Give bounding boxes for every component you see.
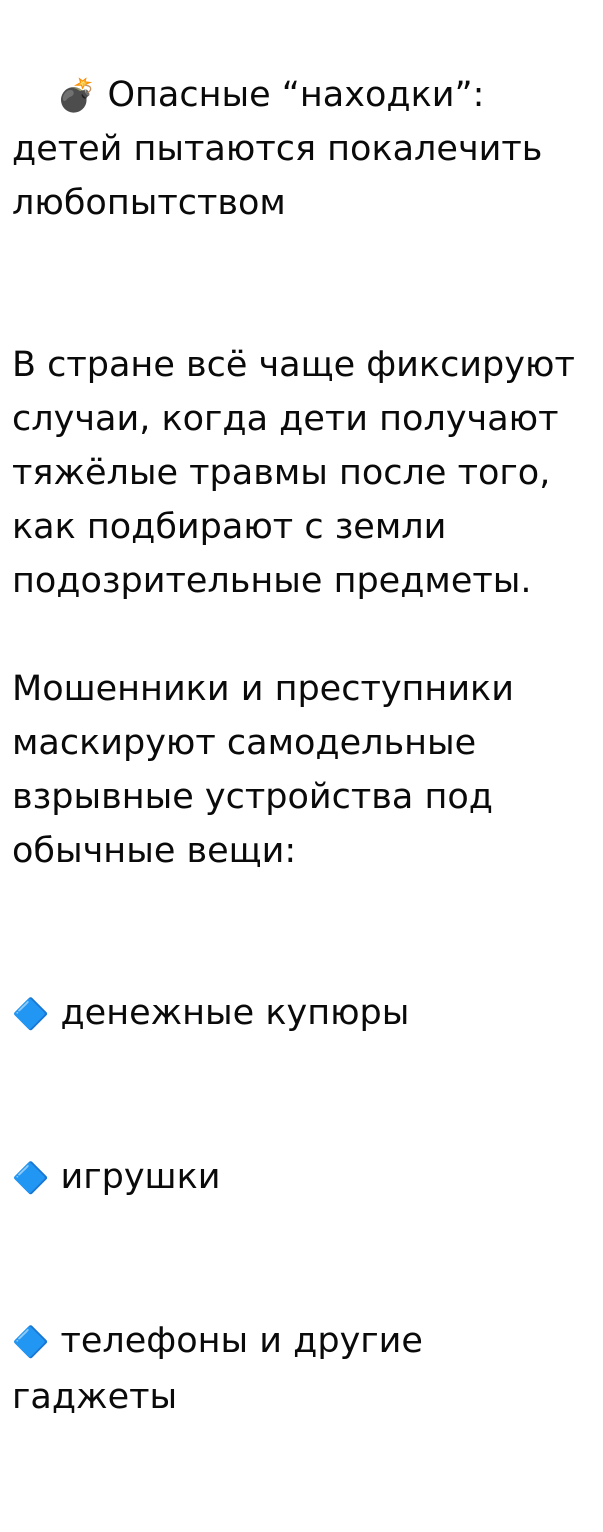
list-item-label: денежные купюры [49,993,410,1033]
paragraph-spacer-1 [12,284,591,338]
blue-diamond-icon: 🔷 [12,1325,50,1360]
blue-diamond-icon: 🔷 [12,997,50,1032]
post-bullet-list [12,878,591,1532]
list-item [12,1314,591,1424]
blue-diamond-icon: 🔷 [12,1161,50,1196]
post-paragraph-1: В стране всё чаще фиксируют случаи, когда дети получают тяжёлые травмы после того, как подбирают с земли подозрительные предметы. [12,345,586,601]
list-item-label: телефоны и другие гаджеты [12,1321,435,1417]
list-item [12,986,591,1042]
paragraph-spacer-2 [12,608,591,662]
post-headline [12,14,591,284]
post-headline-text: Опасные “находки”: детей пытаются покалечить любопытством [12,75,554,223]
post-paragraph-2: Мошенники и преступники маскируют самодельные взрывные устройства под обычные вещи: [12,669,526,871]
list-item [12,1150,591,1206]
list-item-label: игрушки [49,1157,221,1197]
bomb-icon: 💣 [56,76,97,114]
